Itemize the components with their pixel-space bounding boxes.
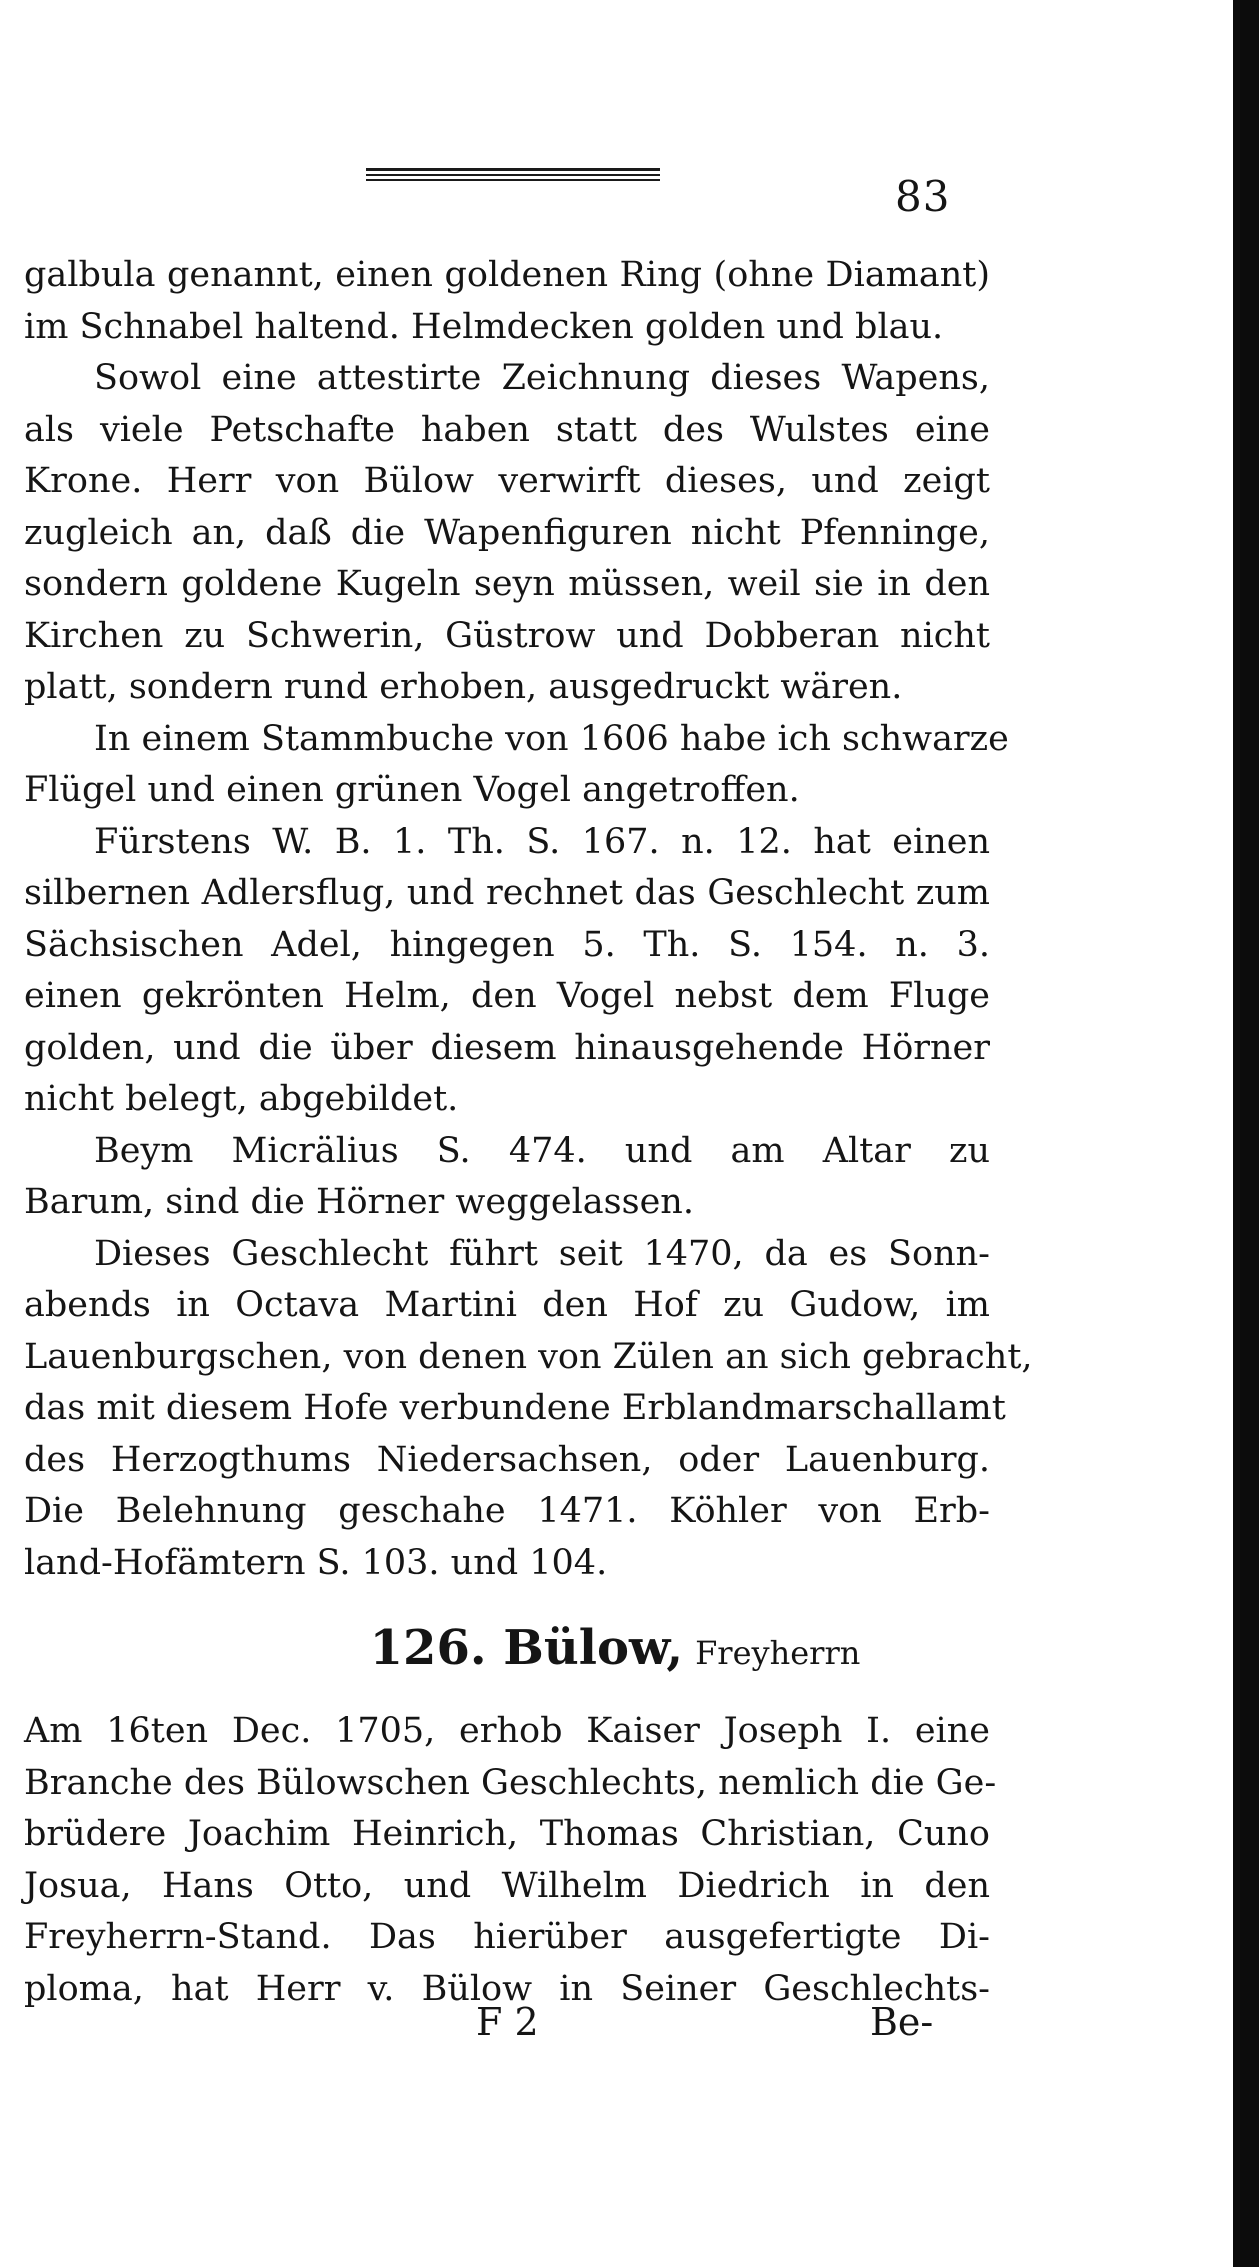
text-line: land-Hofämtern S. 103. und 104.	[24, 1542, 608, 1583]
text-line: ploma, hat Herr v. Bülow in Seiner Geschlechts-	[24, 1968, 990, 2009]
text-line: silbernen Adlersflug, und rechnet das Geschlecht zum	[24, 873, 990, 913]
text-line: Am 16ten Dec. 1705, erhob Kaiser Joseph I. eine	[24, 1711, 990, 1751]
text-line: Flügel und einen grünen Vogel angetroffen.	[24, 770, 800, 810]
text-line: sondern goldene Kugeln seyn müssen, weil sie in den	[24, 564, 990, 604]
text-line: Beym Micrälius S. 474. und am Altar zu	[94, 1130, 990, 1171]
text-line: Kirchen zu Schwerin, Güstrow und Dobberan nicht	[24, 615, 990, 656]
text-line: brüdere Joachim Heinrich, Thomas Christian, Cuno	[24, 1814, 990, 1854]
text-line: als viele Petschafte haben statt des Wulstes eine	[24, 409, 990, 450]
text-line: Sowol eine attestirte Zeichnung dieses Wapens,	[94, 358, 990, 398]
catchword: Be-	[870, 2000, 934, 2044]
text-line: In einem Stammbuche von 1606 habe ich schwarze	[94, 718, 1009, 759]
text-block-bottom	[24, 1706, 997, 2015]
text-line: platt, sondern rund erhoben, ausgedruckt wären.	[24, 667, 903, 707]
text-line: Freyherrn-Stand. Das hierüber ausgefertigte Di-	[24, 1917, 990, 1957]
signature-mark: F 2	[476, 2000, 539, 2044]
header-rule	[366, 168, 660, 182]
page-number: 83	[895, 172, 951, 221]
text-line: Sächsischen Adel, hingegen 5. Th. S. 154. n. 3.	[24, 924, 990, 965]
text-line: im Schnabel haltend. Helmdecken golden und blau.	[24, 306, 944, 347]
text-line: des Herzogthums Niedersachsen, oder Lauenburg.	[24, 1439, 990, 1480]
text-line: Lauenburgschen, von denen von Zülen an sich gebracht,	[24, 1336, 1033, 1377]
section-subtitle: Freyherrn	[695, 1634, 861, 1672]
text-line: Fürstens W. B. 1. Th. S. 167. n. 12. hat einen	[94, 821, 990, 862]
text-block-top	[24, 250, 1033, 1589]
text-line: Branche des Bülowschen Geschlechts, nemlich die Ge-	[24, 1762, 997, 1803]
text-line: Barum, sind die Hörner weggelassen.	[24, 1182, 694, 1222]
text-line: Josua, Hans Otto, und Wilhelm Diedrich in den	[24, 1865, 990, 1906]
section-heading	[0, 1620, 1230, 1676]
text-line: nicht belegt, abgebildet.	[24, 1079, 459, 1119]
text-line: Krone. Herr von Bülow verwirft dieses, und zeigt	[24, 461, 990, 501]
text-line: galbula genannt, einen goldenen Ring (ohne Diamant)	[24, 255, 990, 295]
text-line: das mit diesem Hofe verbundene Erblandmarschallamt	[24, 1388, 1006, 1428]
text-line: einen gekrönten Helm, den Vogel nebst dem Fluge	[24, 976, 990, 1016]
text-line: abends in Octava Martini den Hof zu Gudow, im	[24, 1285, 990, 1325]
section-title: 126. Bülow,	[369, 1620, 684, 1676]
text-line: zugleich an, daß die Wapenfiguren nicht Pfenninge,	[24, 512, 990, 553]
page-edge-shadow	[1233, 0, 1259, 2267]
text-line: Dieses Geschlecht führt seit 1470, da es Sonn-	[94, 1233, 990, 1274]
text-line: golden, und die über diesem hinausgehende Hörner	[24, 1027, 990, 1068]
text-line: Die Belehnung geschahe 1471. Köhler von Erb-	[24, 1491, 990, 1531]
